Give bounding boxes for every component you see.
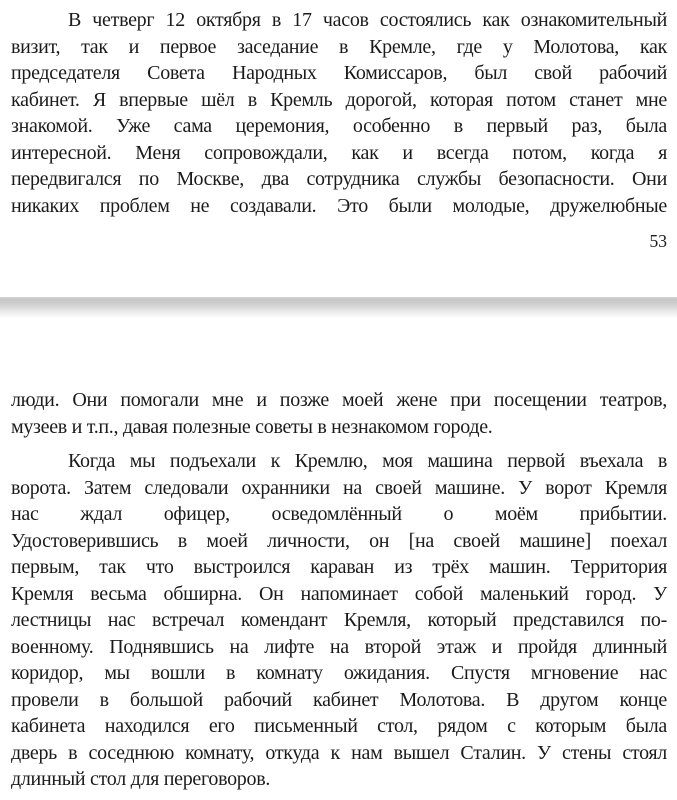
text-line: председателя Совета Народных Комиссаров, был свой рабочий bbox=[11, 62, 667, 84]
text-line: визит, так и первое заседание в Кремле, где у Молотова, как bbox=[11, 35, 667, 58]
paragraph bbox=[11, 448, 667, 793]
page-53-text bbox=[11, 7, 667, 219]
text-line: провели в большой рабочий кабинет Молотова. В другом конце bbox=[11, 688, 667, 711]
text-line: длинный стол для переговоров. bbox=[11, 768, 271, 790]
text-line: кабинета находился его письменный стол, рядом с которым была bbox=[11, 715, 667, 737]
text-line: передвигался по Москве, два сотрудника службы безопасности. Они bbox=[11, 168, 667, 190]
text-line: люди. Они помогали мне и позже моей жене при посещении театров, bbox=[11, 389, 667, 411]
text-line: Удостоверившись в моей личности, он [на своей машине] поехал bbox=[11, 529, 667, 552]
text-line: музеев и т.п., давая полезные советы в незнакомом городе. bbox=[11, 415, 493, 438]
text-line: знакомой. Уже сама церемония, особенно в первый раз, была bbox=[11, 115, 667, 137]
text-line: первым, так что выстроился караван из трёх машин. Территория bbox=[11, 556, 667, 578]
text-line: дверь в соседнюю комнату, откуда к нам вышел Сталин. У стены стоял bbox=[11, 741, 667, 764]
page-separator bbox=[0, 297, 677, 317]
paragraph bbox=[11, 387, 667, 440]
text-line: никаких проблем не создавали. Это были молодые, дружелюбные bbox=[11, 194, 667, 217]
paragraph bbox=[11, 7, 667, 219]
text-line: военному. Поднявшись на лифте на второй этаж и пройдя длинный bbox=[11, 635, 667, 658]
text-line: нас ждал офицер, осведомлённый о моём прибытии. bbox=[11, 503, 667, 525]
text-line: В четверг 12 октября в 17 часов состоялись как ознакомительный bbox=[68, 9, 667, 31]
text-line: интересной. Меня сопровождали, как и всегда потом, когда я bbox=[11, 141, 667, 164]
text-line: Когда мы подъехали к Кремлю, моя машина первой въехала в bbox=[68, 450, 667, 472]
text-line: кабинет. Я впервые шёл в Кремль дорогой, которая потом станет мне bbox=[11, 88, 667, 111]
text-line: ворота. Затем следовали охранники на своей машине. У ворот Кремля bbox=[11, 476, 667, 499]
text-line: коридор, мы вошли в комнату ожидания. Спустя мгновение нас bbox=[11, 662, 667, 684]
page-54-text bbox=[11, 387, 667, 793]
page-number: 53 bbox=[649, 231, 667, 251]
text-line: Кремля весьма обширна. Он напоминает собой маленький город. У bbox=[11, 582, 667, 605]
text-line: лестницы нас встречал комендант Кремля, который представился по- bbox=[11, 609, 667, 631]
